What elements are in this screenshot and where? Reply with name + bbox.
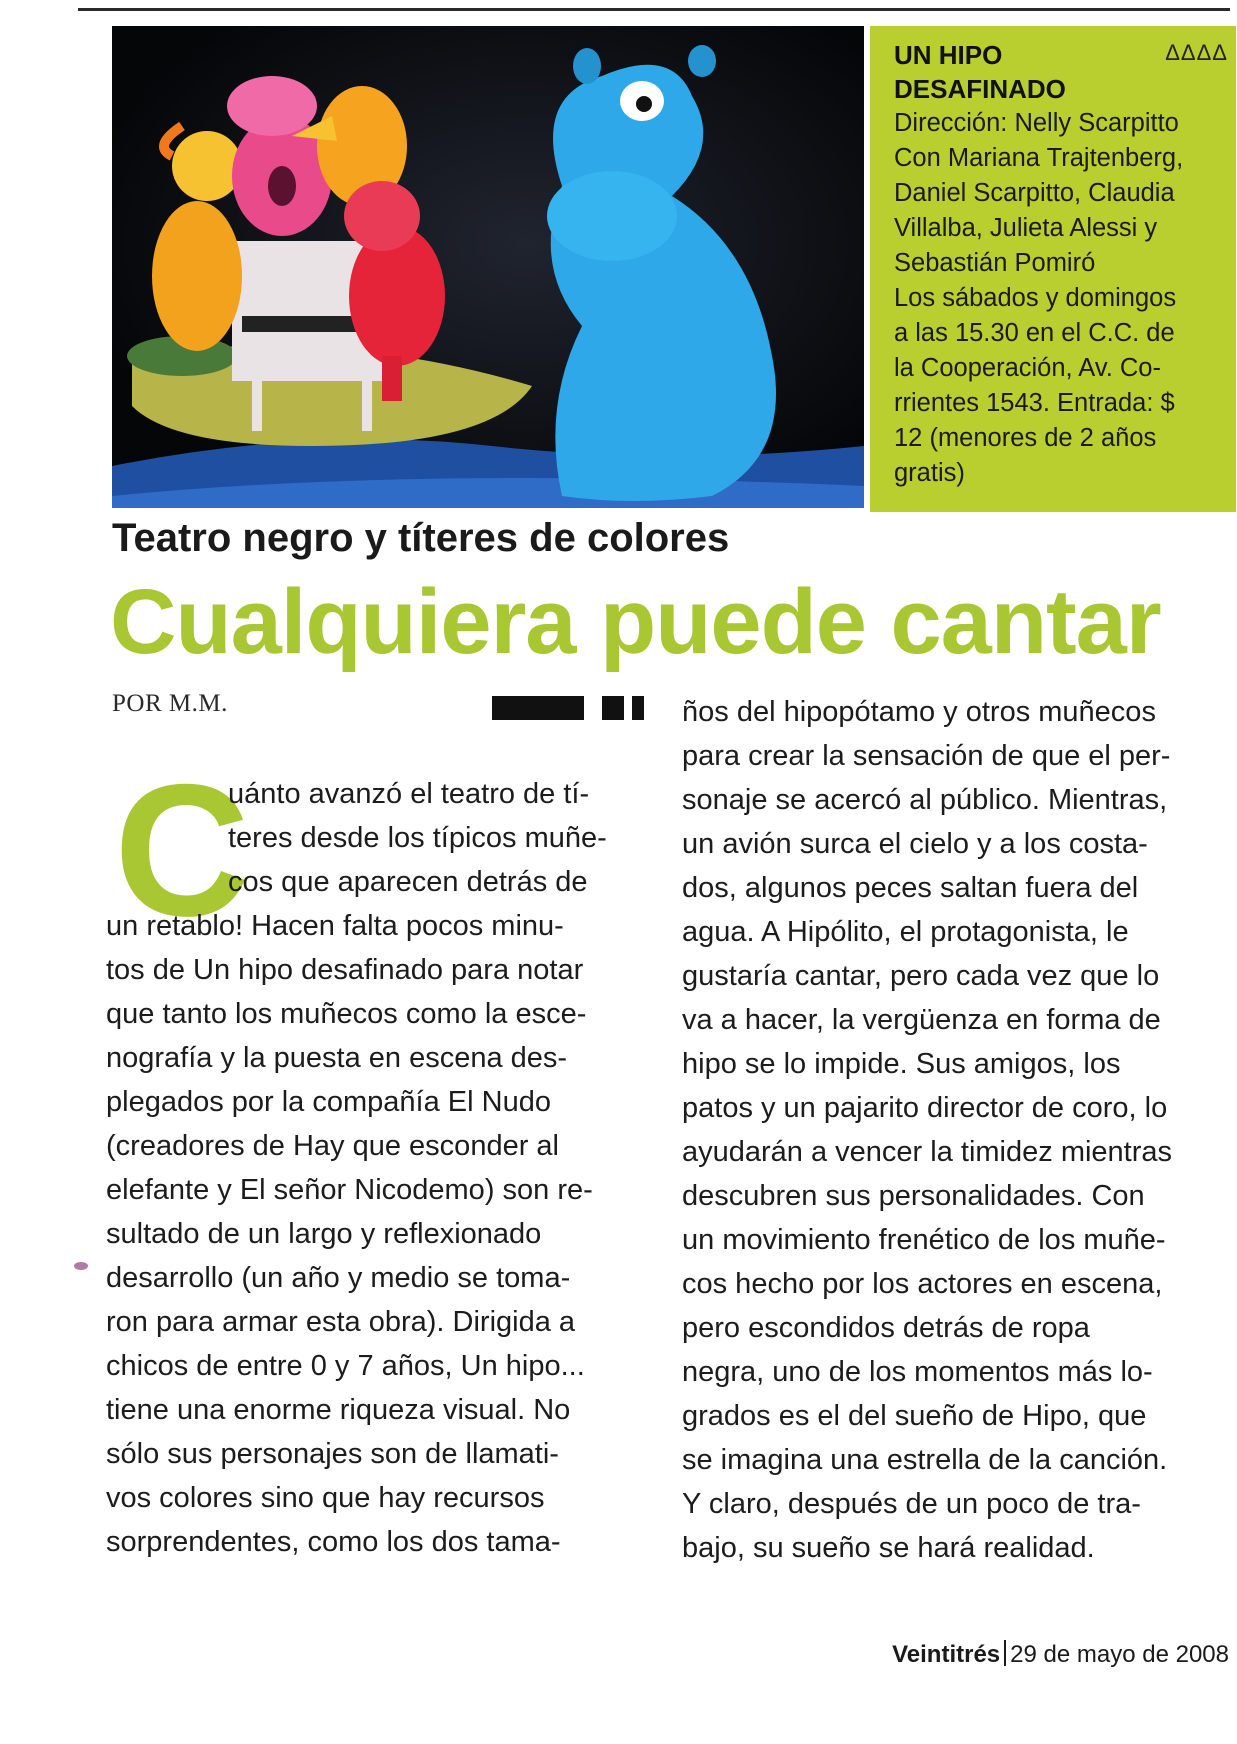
article-line: ayudarán a vencer la timidez mientras	[682, 1136, 1173, 1168]
page-footer	[892, 1640, 1229, 1669]
article-line: para crear la sensación de que el per-	[682, 740, 1171, 772]
sidebar-body-line: gratis)	[894, 459, 965, 487]
article-line: patos y un pajarito director de coro, lo	[682, 1092, 1168, 1124]
article-line: un movimiento frenético de los muñe-	[682, 1224, 1166, 1256]
article-line: ños del hipopótamo y otros muñecos	[682, 696, 1156, 728]
article-line: teres desde los típicos muñe-	[228, 822, 607, 854]
article-line: descubren sus personalidades. Con	[682, 1180, 1145, 1212]
sidebar-body-line: rrientes 1543. Entrada: $	[894, 389, 1175, 417]
article-line: desarrollo (un año y medio se toma-	[106, 1262, 571, 1294]
article-line: gustaría cantar, pero cada vez que lo	[682, 960, 1160, 992]
article-line: Y claro, después de un poco de tra-	[682, 1488, 1141, 1520]
article-column-right	[682, 690, 1232, 1570]
article-line: bajo, su sueño se hará realidad.	[682, 1532, 1095, 1564]
article-line: cos hecho por los actores en escena,	[682, 1268, 1163, 1300]
article-line: que tanto los muñecos como la esce-	[106, 998, 587, 1030]
article-line: chicos de entre 0 y 7 años, Un hipo...	[106, 1350, 585, 1382]
issue-date: 29 de mayo de 2008	[1010, 1641, 1229, 1668]
puppet-illustration	[112, 26, 864, 508]
article-line: cos que aparecen detrás de	[228, 866, 588, 898]
sidebar-body-line: Con Mariana Trajtenberg,	[894, 144, 1184, 172]
byline-separator-bar	[492, 696, 584, 720]
margin-mark	[74, 1262, 88, 1270]
article-line: vos colores sino que hay recursos	[106, 1482, 545, 1514]
article-line: uánto avanzó el teatro de tí-	[228, 778, 590, 810]
sidebar-body-line: Los sábados y domingos	[894, 284, 1177, 312]
article-line: plegados por la compañía El Nudo	[106, 1086, 551, 1118]
sidebar-body-line: a las 15.30 en el C.C. de	[894, 319, 1175, 347]
puppet-photo	[112, 26, 864, 508]
byline-separator-bar	[632, 696, 644, 720]
article-line: grados es el del sueño de Hipo, que	[682, 1400, 1147, 1432]
article-column-left	[106, 745, 646, 1564]
article-line: se imagina una estrella de la canción.	[682, 1444, 1168, 1476]
sidebar-title-line2: DESAFINADO	[894, 74, 1066, 104]
sidebar-title-line1: UN HIPO	[894, 40, 1003, 70]
magazine-name: Veintitrés	[892, 1641, 1001, 1668]
article-line: sólo sus personajes son de llamati-	[106, 1438, 559, 1470]
article-headline: Cualquiera puede cantar	[110, 571, 1161, 673]
article-line: tiene una enorme riqueza visual. No	[106, 1394, 571, 1426]
sidebar-body-line: Sebastián Pomiró	[894, 249, 1096, 277]
sidebar-body-line: Daniel Scarpitto, Claudia	[894, 179, 1175, 207]
article-line: hipo se lo impide. Sus amigos, los	[682, 1048, 1121, 1080]
footer-divider	[1004, 1640, 1006, 1666]
sidebar-body-line: Villalba, Julieta Alessi y	[894, 214, 1158, 242]
article-line: negra, uno de los momentos más lo-	[682, 1356, 1153, 1388]
byline-separator-bar	[602, 696, 624, 720]
article-line: un retablo! Hacen falta pocos minu-	[106, 910, 564, 942]
sidebar-body-line: la Cooperación, Av. Co-	[894, 354, 1161, 382]
article-kicker: Teatro negro y títeres de colores	[112, 516, 730, 560]
sidebar-body	[894, 106, 1226, 491]
drop-cap: C	[114, 745, 250, 955]
article-line: pero escondidos detrás de ropa	[682, 1312, 1090, 1344]
sidebar-body-line: Dirección: Nelly Scarpitto	[894, 109, 1179, 137]
sidebar-body-line: 12 (menores de 2 años	[894, 424, 1157, 452]
article-line: nografía y la puesta en escena des-	[106, 1042, 568, 1074]
article-line: sultado de un largo y reflexionado	[106, 1218, 542, 1250]
article-line: elefante y El señor Nicodemo) son re-	[106, 1174, 593, 1206]
article-line: tos de Un hipo desafinado para notar	[106, 954, 584, 986]
article-line: dos, algunos peces saltan fuera del	[682, 872, 1139, 904]
top-rule	[78, 8, 1230, 11]
byline: POR M.M.	[112, 690, 228, 717]
article-line: ron para armar esta obra). Dirigida a	[106, 1306, 576, 1338]
article-line: va a hacer, la vergüenza en forma de	[682, 1004, 1161, 1036]
article-line: (creadores de Hay que esconder al	[106, 1130, 559, 1162]
article-line: un avión surca el cielo y a los costa-	[682, 828, 1148, 860]
info-sidebar	[870, 26, 1236, 512]
article-line: sorprendentes, como los dos tama-	[106, 1526, 561, 1558]
rating-icons: ΔΔΔΔ	[1165, 40, 1228, 65]
article-line: sonaje se acercó al público. Mientras,	[682, 784, 1168, 816]
article-line: agua. A Hipólito, el protagonista, le	[682, 916, 1129, 948]
